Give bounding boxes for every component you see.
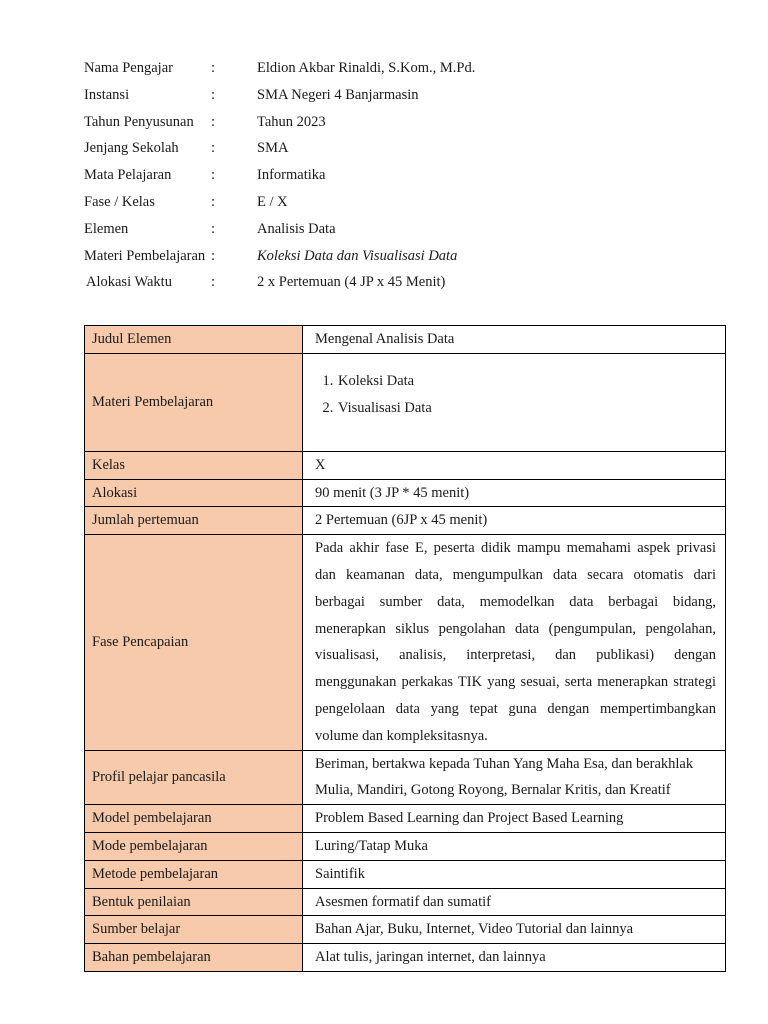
row-value: Alat tulis, jaringan internet, dan lainnya xyxy=(303,944,726,972)
row-value: Luring/Tatap Muka xyxy=(303,832,726,860)
header-value: SMA Negeri 4 Banjarmasin xyxy=(257,86,419,103)
list-item: 2. Visualisasi Data xyxy=(337,395,716,422)
row-label: Kelas xyxy=(85,451,303,479)
table-row xyxy=(85,860,726,888)
row-label: Fase Pencapaian xyxy=(85,535,303,750)
row-label: Metode pembelajaran xyxy=(85,860,303,888)
table-row xyxy=(85,944,726,972)
row-value: 90 menit (3 JP * 45 menit) xyxy=(303,479,726,507)
table-row xyxy=(85,479,726,507)
row-value: X xyxy=(303,451,726,479)
header-colon: : xyxy=(211,86,216,103)
row-value: 2 Pertemuan (6JP x 45 menit) xyxy=(303,507,726,535)
header-label: Fase / Kelas xyxy=(84,193,155,210)
row-value: Saintifik xyxy=(303,860,726,888)
list-item: 1. Koleksi Data xyxy=(337,368,716,395)
row-value: Beriman, bertakwa kepada Tuhan Yang Maha Esa, dan berakhlak Mulia, Mandiri, Gotong Royong, Bernalar Kritis, dan Kreatif xyxy=(303,750,726,805)
row-label: Sumber belajar xyxy=(85,916,303,944)
row-label: Bahan pembelajaran xyxy=(85,944,303,972)
header-label: Tahun Penyusunan xyxy=(84,113,194,130)
header-label: Elemen xyxy=(84,220,129,237)
row-label: Profil pelajar pancasila xyxy=(85,750,303,805)
module-info-table xyxy=(84,325,726,972)
header-value: E / X xyxy=(257,193,288,210)
header-value: Tahun 2023 xyxy=(257,113,326,130)
header-label: Mata Pelajaran xyxy=(84,167,172,184)
header-value: SMA xyxy=(257,140,289,157)
table-row xyxy=(85,353,726,451)
row-value: Asesmen formatif dan sumatif xyxy=(303,888,726,916)
row-label: Bentuk penilaian xyxy=(85,888,303,916)
row-label: Jumlah pertemuan xyxy=(85,507,303,535)
header-value: Eldion Akbar Rinaldi, S.Kom., M.Pd. xyxy=(257,60,476,76)
header-label: Instansi xyxy=(84,86,130,103)
header-label: Materi Pembelajaran xyxy=(84,247,206,264)
row-value: Bahan Ajar, Buku, Internet, Video Tutorial dan lainnya xyxy=(303,916,726,944)
row-value: Pada akhir fase E, peserta didik mampu memahami aspek privasi dan keamanan data, mengumpulkan data secara otomatis dari berbagai sumber data, memodelkan data berbagai bidang, menerapkan siklus pengolahan data (pengumpulan, pengolahan, visualisasi, analisis, interpretasi, dan publikasi) dengan menggunakan perkakas TIK yang sesuai, serta menerapkan strategi pengelolaan data yang tepat guna dengan mempertimbangkan volume dan kompleksitasnya. xyxy=(303,535,726,750)
table-row xyxy=(85,750,726,805)
table-row xyxy=(85,832,726,860)
table-row xyxy=(85,326,726,354)
row-label: Judul Elemen xyxy=(85,326,303,354)
row-label: Alokasi xyxy=(85,479,303,507)
header-colon: : xyxy=(211,247,216,264)
materi-list xyxy=(315,368,716,422)
header-colon: : xyxy=(211,60,216,76)
header-value: 2 x Pertemuan (4 JP x 45 Menit) xyxy=(257,274,446,291)
header-value: Informatika xyxy=(257,167,326,184)
header-colon: : xyxy=(211,274,216,291)
row-value: Problem Based Learning dan Project Based Learning xyxy=(303,805,726,833)
table-row xyxy=(85,888,726,916)
row-value xyxy=(303,353,726,451)
header-colon: : xyxy=(211,113,216,130)
header-value: Analisis Data xyxy=(257,220,336,237)
header-colon: : xyxy=(211,193,216,210)
header-colon: : xyxy=(211,220,216,237)
table-row xyxy=(85,916,726,944)
header-label: Nama Pengajar xyxy=(84,60,173,76)
row-label: Materi Pembelajaran xyxy=(85,353,303,451)
header-colon: : xyxy=(211,140,216,157)
header-value: Koleksi Data dan Visualisasi Data xyxy=(257,247,458,264)
header-colon: : xyxy=(211,167,216,184)
table-row xyxy=(85,507,726,535)
row-value: Mengenal Analisis Data xyxy=(303,326,726,354)
header-label: Alokasi Waktu xyxy=(86,274,172,291)
row-label: Model pembelajaran xyxy=(85,805,303,833)
table-row xyxy=(85,805,726,833)
table-row xyxy=(85,451,726,479)
table-row xyxy=(85,535,726,750)
header-label: Jenjang Sekolah xyxy=(84,140,179,157)
row-label: Mode pembelajaran xyxy=(85,832,303,860)
